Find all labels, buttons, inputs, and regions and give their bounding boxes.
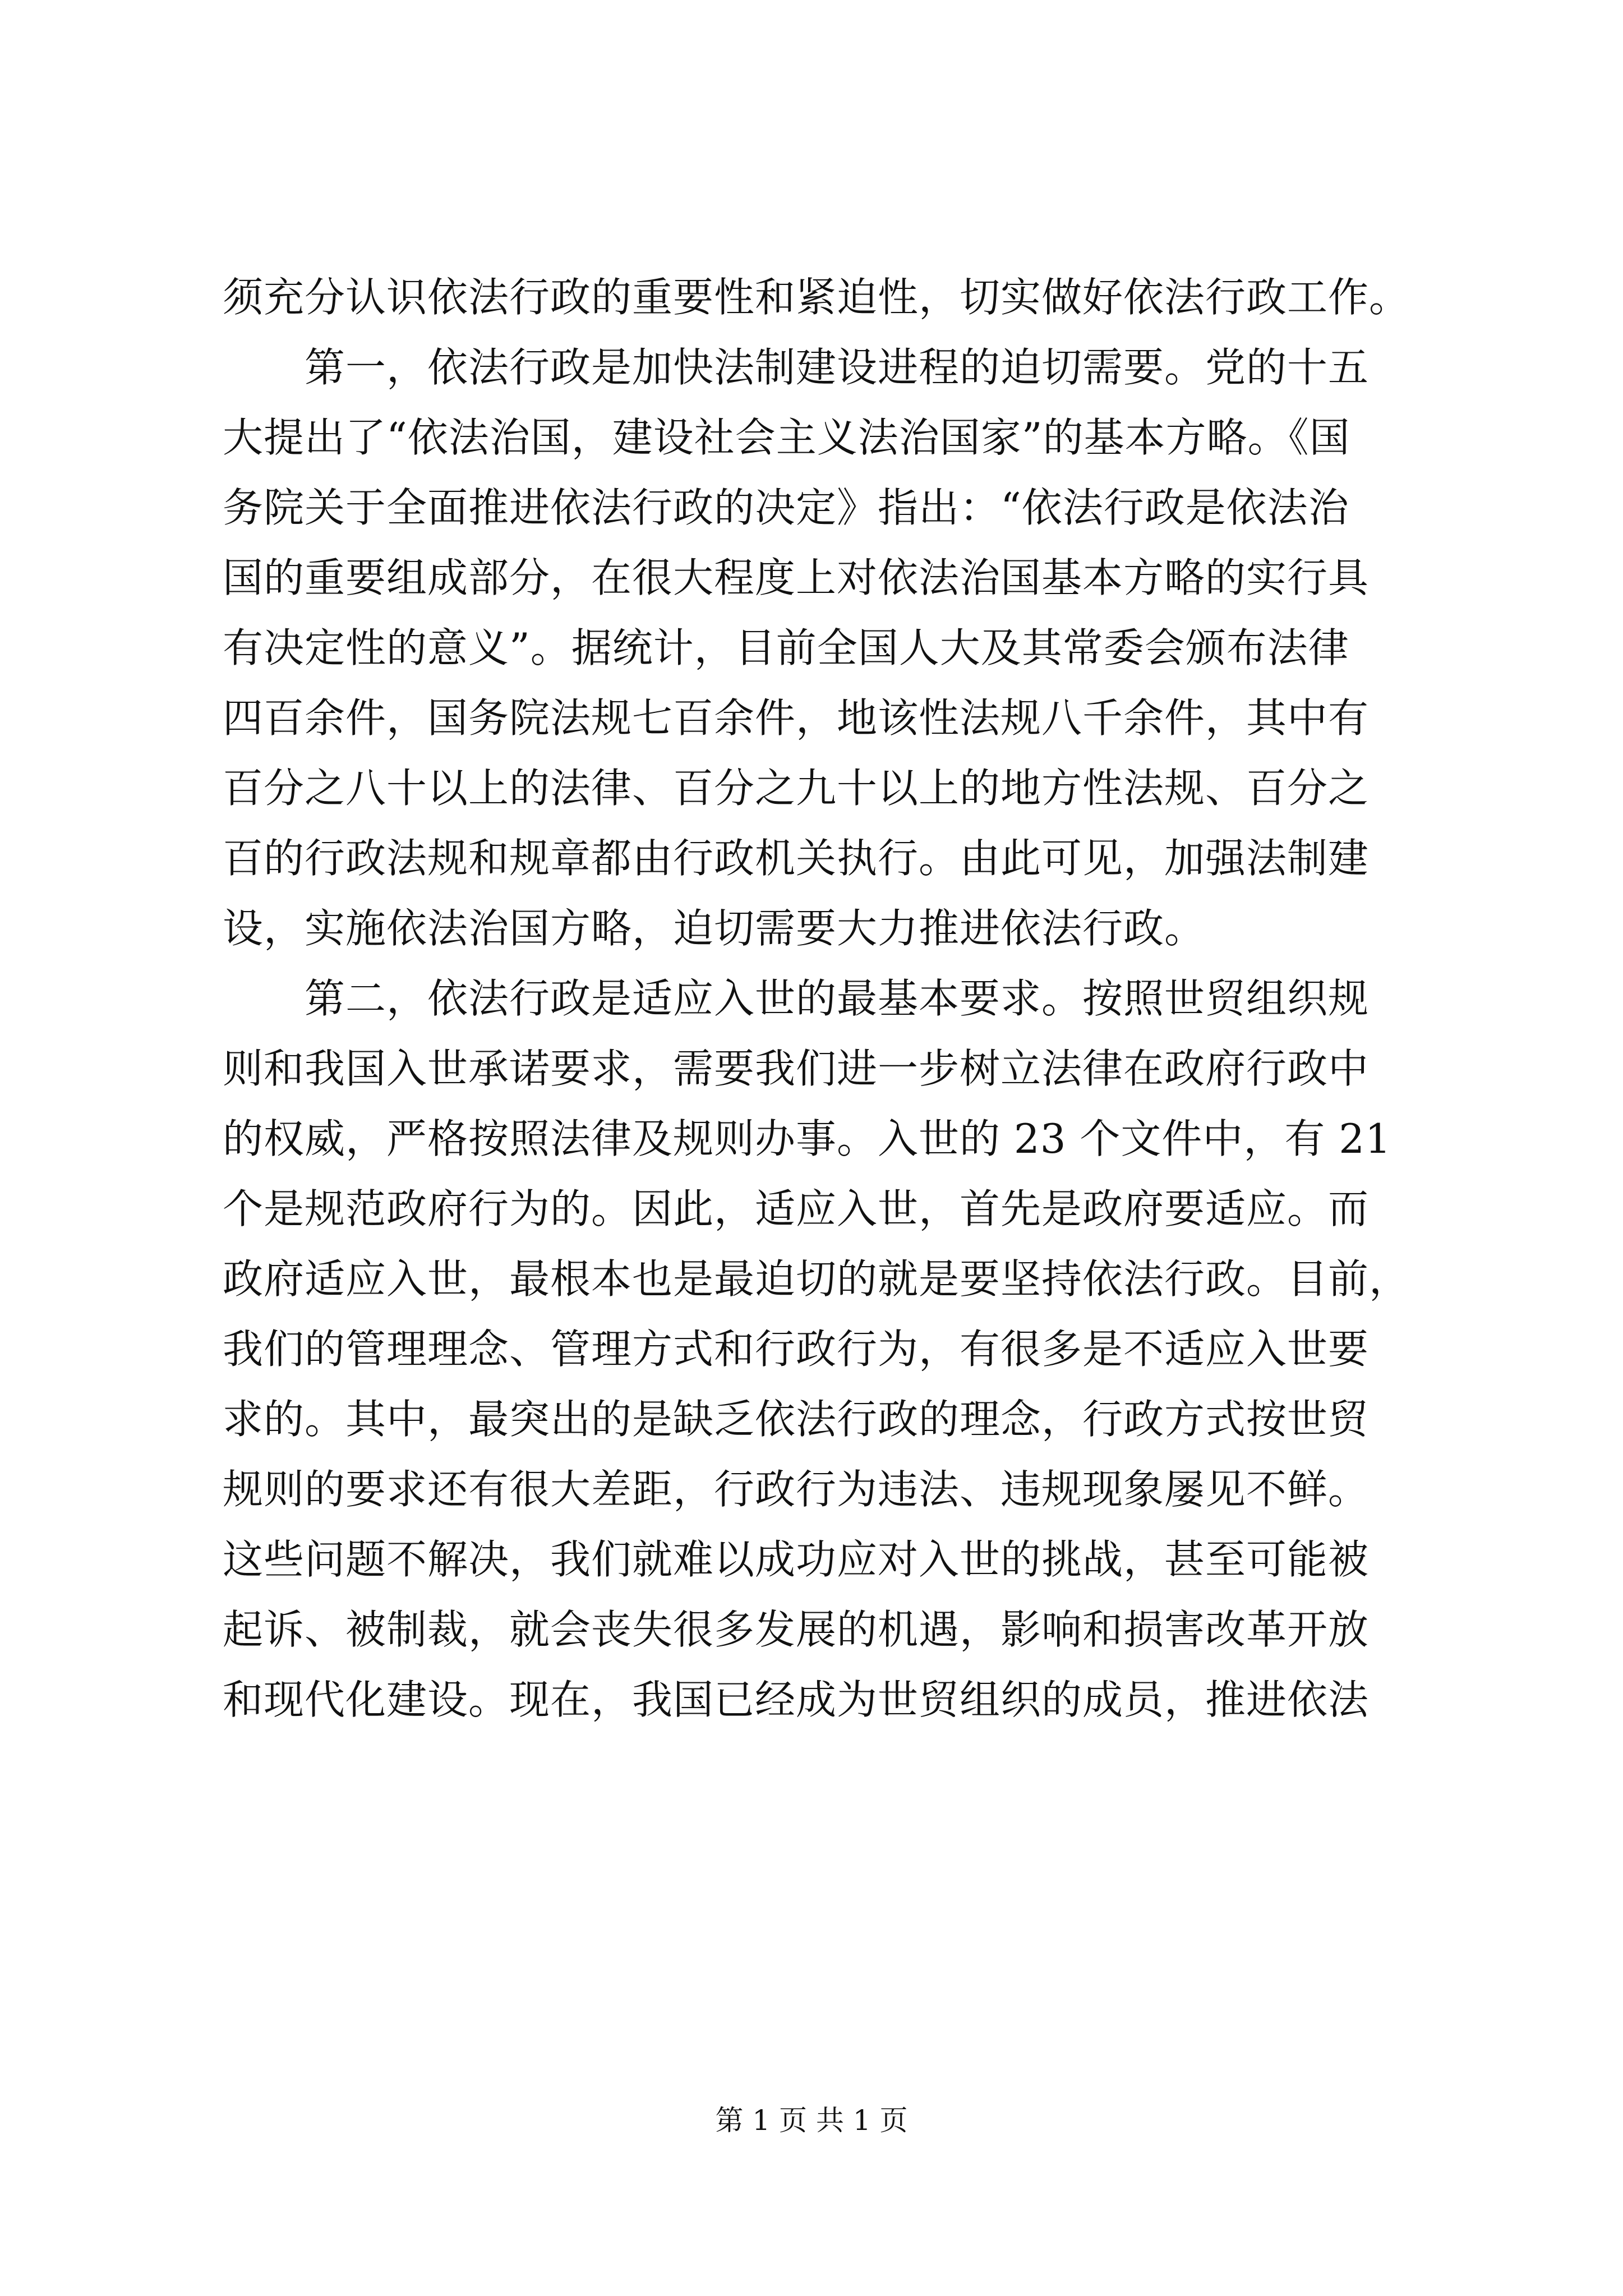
- text-line: 百分之八十以上的法律、百分之九十以上的地方性法规、百分之: [223, 765, 1370, 812]
- text-line: 我们的管理理念、管理方式和行政行为，有很多是不适应入世要: [223, 1326, 1370, 1373]
- text-line: 有决定性的意义”。据统计，目前全国人大及其常委会颁布法律: [223, 624, 1349, 671]
- text-line: 四百余件，国务院法规七百余件，地该性法规八千余件，其中有: [223, 694, 1370, 742]
- page-footer: 第 1 页 共 1 页: [715, 2104, 908, 2137]
- text-line: 政府适应入世，最根本也是最迫切的就是要坚持依法行政。目前，: [223, 1255, 1410, 1303]
- text-line: 第一，依法行政是加快法制建设进程的迫切需要。党的十五: [223, 344, 1370, 391]
- text-line: 大提出了“依法治国，建设社会主义法治国家”的基本方略。《国: [223, 414, 1350, 461]
- text-line: 须充分认识依法行政的重要性和紧迫性，切实做好依法行政工作。: [223, 274, 1410, 321]
- text-line: 则和我国入世承诺要求，需要我们进一步树立法律在政府行政中: [223, 1045, 1370, 1092]
- text-line: 和现代化建设。现在，我国已经成为世贸组织的成员，推进依法: [223, 1676, 1370, 1723]
- text-line: 第二，依法行政是适应入世的最基本要求。按照世贸组织规: [223, 975, 1370, 1022]
- text-line: 求的。其中，最突出的是缺乏依法行政的理念，行政方式按世贸: [223, 1396, 1370, 1443]
- text-line: 规则的要求还有很大差距，行政行为违法、违规现象屡见不鲜。: [223, 1466, 1370, 1513]
- text-line: 设，实施依法治国方略，迫切需要大力推进依法行政。: [223, 905, 1206, 952]
- text-line: 这些问题不解决，我们就难以成功应对入世的挑战，甚至可能被: [223, 1536, 1370, 1583]
- text-line: 的权威，严格按照法律及规则办事。入世的 23 个文件中，有 21: [223, 1115, 1391, 1162]
- text-line: 起诉、被制裁，就会丧失很多发展的机遇，影响和损害改革开放: [223, 1606, 1370, 1653]
- text-line: 务院关于全面推进依法行政的决定》指出：“依法行政是依法治: [223, 484, 1349, 531]
- text-line: 国的重要组成部分，在很大程度上对依法治国基本方略的实行具: [223, 554, 1370, 601]
- text-line: 个是规范政府行为的。因此，适应入世，首先是政府要适应。而: [223, 1185, 1370, 1232]
- text-line: 百的行政法规和规章都由行政机关执行。由此可见，加强法制建: [223, 835, 1370, 882]
